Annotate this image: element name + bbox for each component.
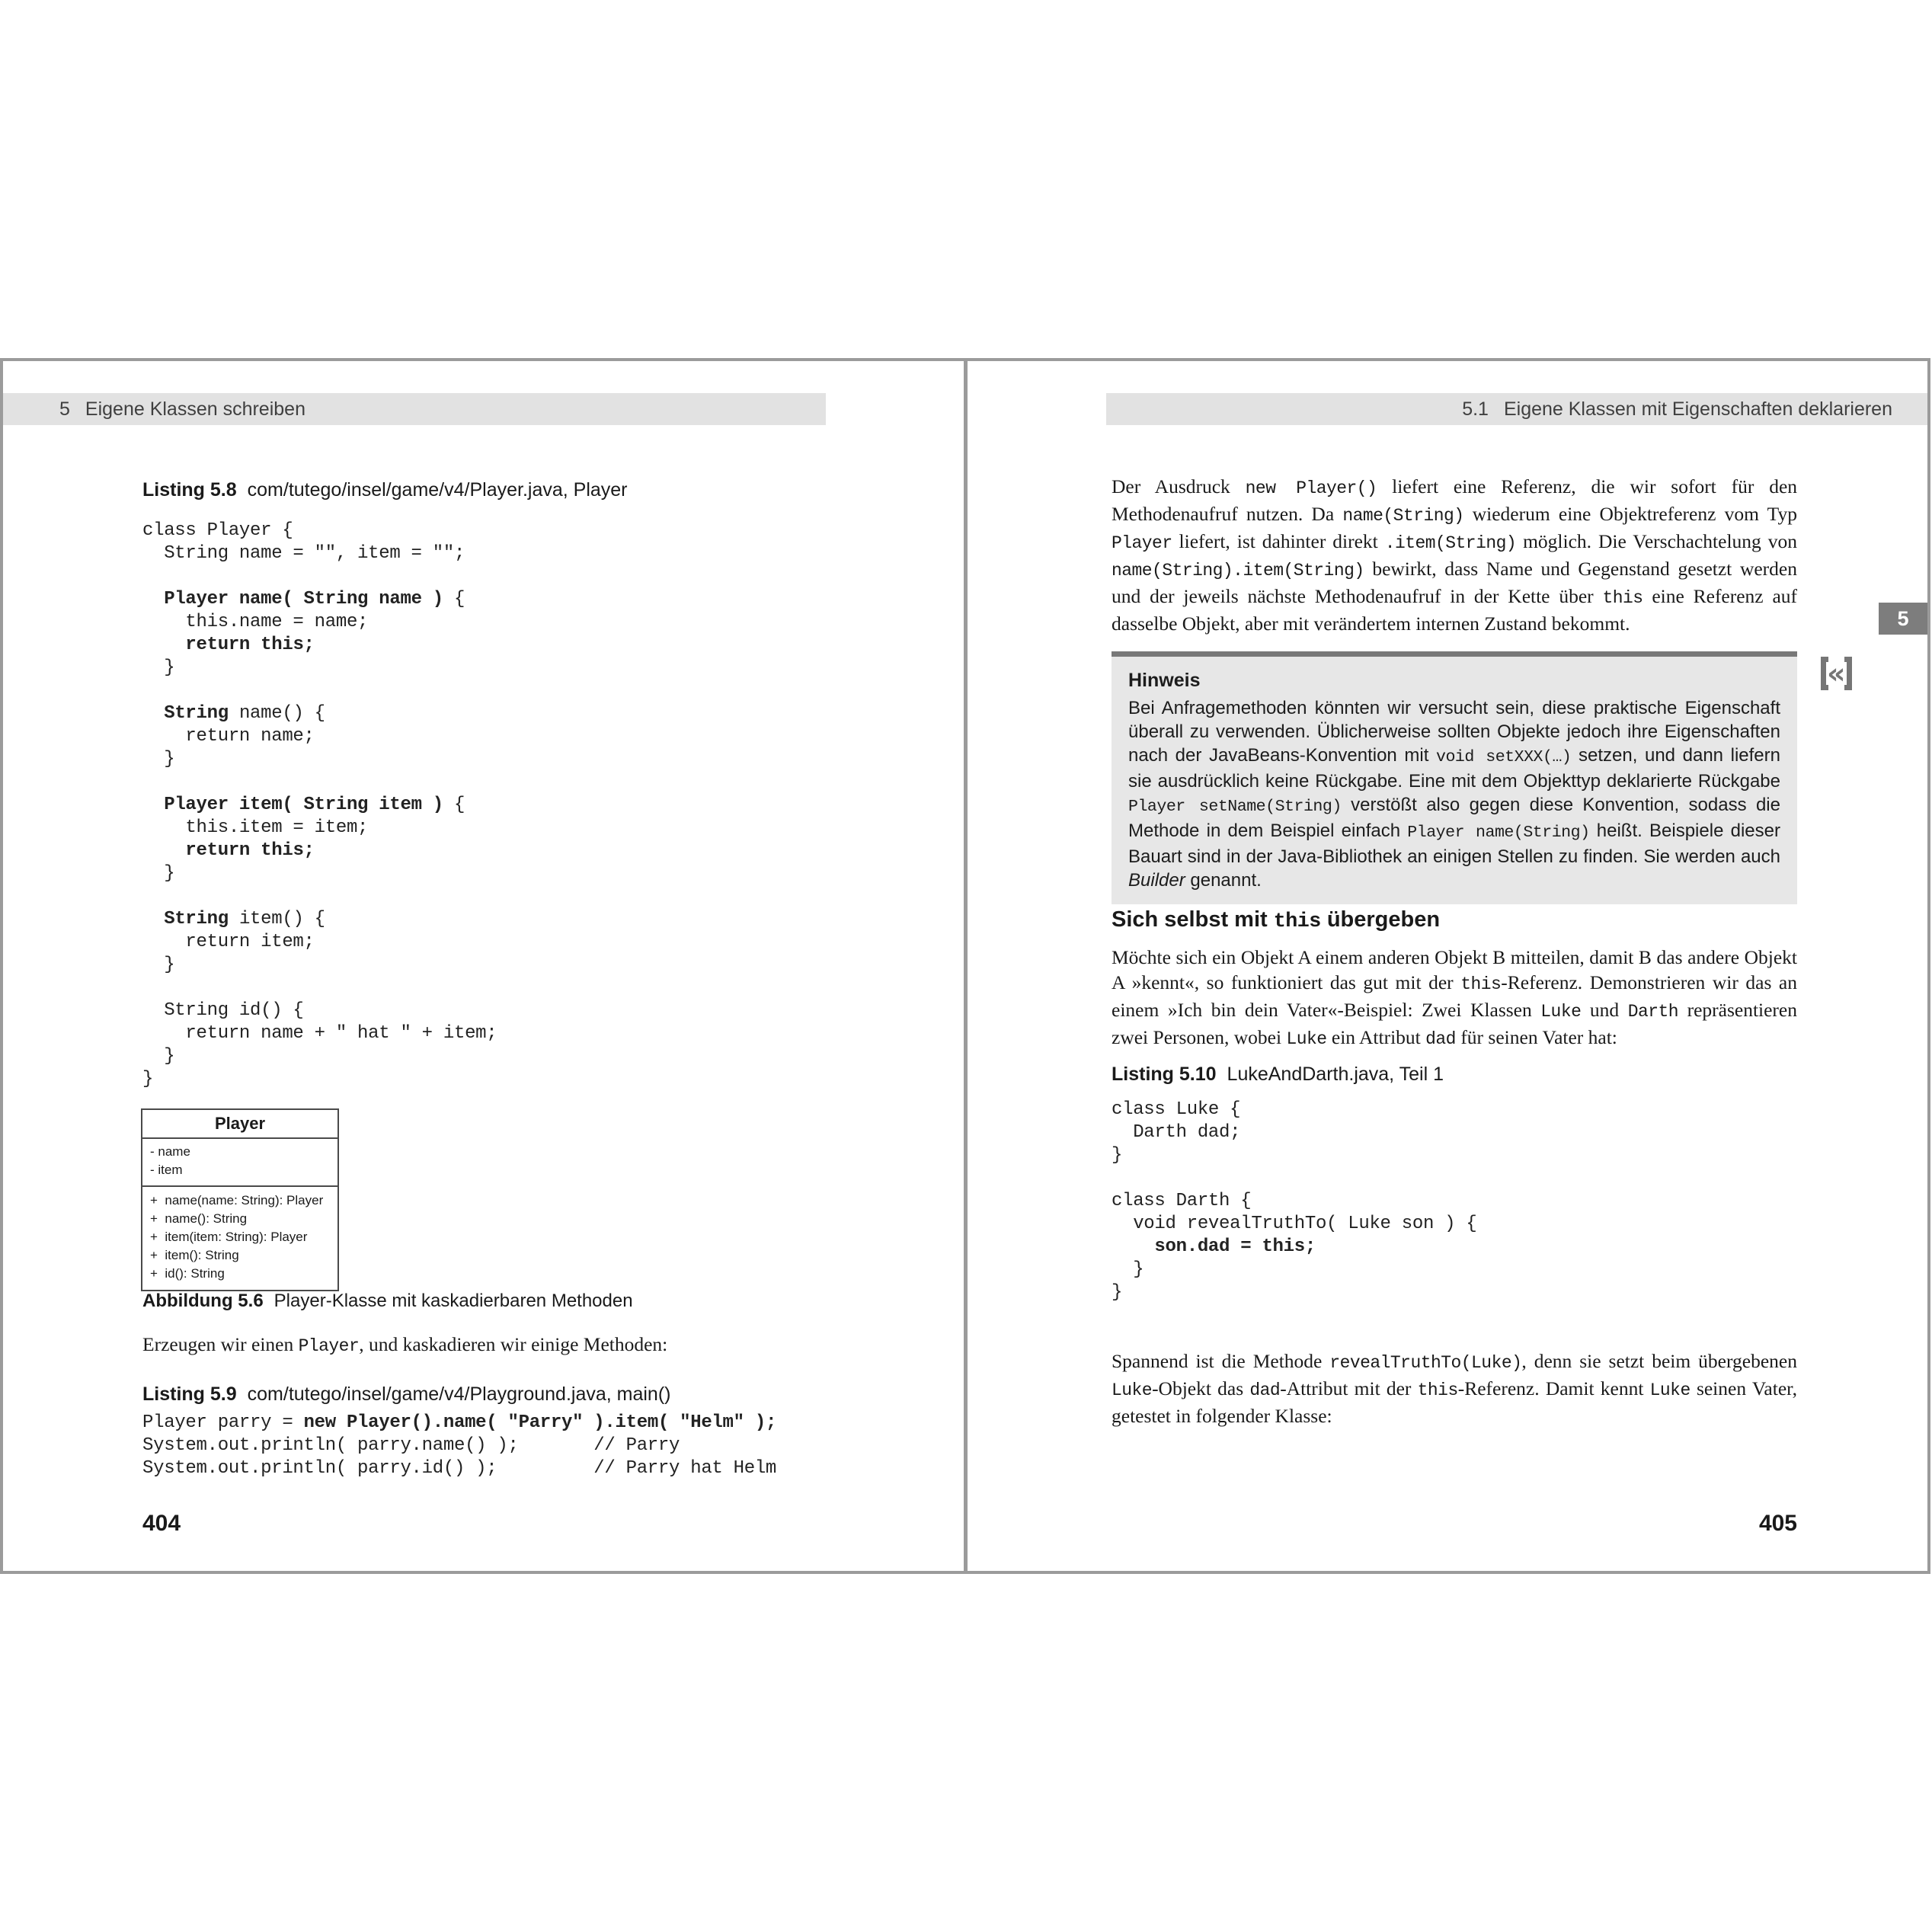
text-segment: liefert, ist dahinter direkt <box>1172 530 1385 552</box>
text-segment: liefert eine Referenz, die wir sofort für den Methodenaufruf nutzen. Da <box>1112 475 1798 525</box>
code-line <box>142 1457 776 1480</box>
text-segment: System.out.println( parry.id() ); // Parry hat Helm <box>142 1458 777 1479</box>
section-heading <box>1112 906 1440 936</box>
code-line <box>142 794 497 817</box>
left-chapter-title: Eigene Klassen schreiben <box>85 398 305 420</box>
text-segment: Spannend ist die Methode <box>1112 1350 1330 1372</box>
code-line <box>1112 1236 1476 1259</box>
hinweis-note-box <box>1112 651 1797 904</box>
text-segment: this <box>1602 588 1643 608</box>
right-section-title: Eigene Klassen mit Eigenschaften deklarieren <box>1503 398 1892 420</box>
code-line <box>142 680 497 702</box>
right-running-head <box>1106 393 1927 425</box>
text-segment: String <box>164 909 229 929</box>
code-line <box>1112 1259 1476 1281</box>
text-segment: revealTruthTo(Luke) <box>1329 1353 1522 1373</box>
text-segment: setzen, und dann liefern sie ausdrücklich keine Rückgabe. Eine mit dem Objekttyp deklarierte Rückgabe <box>1128 745 1780 792</box>
left-running-head <box>3 393 826 425</box>
text-segment: -Referenz. Damit kennt <box>1457 1377 1650 1399</box>
code-line <box>1112 1213 1476 1236</box>
list-item: + item(): String <box>150 1248 239 1262</box>
paragraph-reveal-truth <box>1112 1348 1797 1428</box>
right-page-number: 405 <box>1758 1511 1797 1536</box>
chapter-thumb-tab: 5 <box>1879 603 1927 635</box>
text-segment: Player setName(String) <box>1128 798 1342 816</box>
text-segment: } <box>142 1046 175 1067</box>
text-segment: ein Attribut <box>1326 1026 1426 1048</box>
text-segment: class Player { <box>142 520 293 541</box>
code-line <box>142 862 497 885</box>
text-segment: class Darth { <box>1112 1191 1252 1211</box>
text-segment: -Attribut mit der <box>1280 1377 1418 1399</box>
text-segment: Player <box>1112 533 1172 553</box>
text-segment: item() { <box>228 909 325 929</box>
listing-5-10-caption <box>1112 1063 1444 1086</box>
list-item: + name(): String <box>150 1211 248 1226</box>
text-segment: repräsentieren zwei Personen, wobei <box>1112 999 1797 1048</box>
listing-5-10-path: LukeAndDarth.java, Teil 1 <box>1227 1064 1444 1085</box>
list-item: - item <box>150 1163 183 1177</box>
code-listing-playground-main <box>142 1412 776 1480</box>
text-segment: } <box>142 863 175 884</box>
text-segment: this <box>1460 974 1502 994</box>
text-segment: Player name(String) <box>1407 824 1590 842</box>
text-segment: class Luke { <box>1112 1099 1241 1120</box>
code-line <box>1112 1190 1476 1213</box>
left-paragraph <box>142 1332 828 1359</box>
text-segment: .item(String) <box>1384 533 1517 553</box>
text-segment: this.item = item; <box>142 817 369 838</box>
text-segment: dad <box>1249 1380 1281 1400</box>
listing-5-8-label: Listing 5.8 <box>142 479 237 501</box>
list-item: + id(): String <box>150 1266 225 1281</box>
text-segment <box>142 795 164 815</box>
text-segment: this.name = name; <box>142 612 369 632</box>
text-segment: new Player().name( "Parry" ).item( "Helm" ); <box>303 1412 777 1433</box>
text-segment: } <box>142 657 175 678</box>
code-line <box>142 1022 497 1045</box>
text-segment: -Objekt das <box>1152 1377 1250 1399</box>
code-line <box>142 931 497 954</box>
text-segment: String name = "", item = ""; <box>142 543 465 564</box>
text-segment: dad <box>1425 1029 1456 1049</box>
text-segment: Luke <box>1540 1002 1582 1022</box>
text-segment: void revealTruthTo( Luke son ) { <box>1112 1214 1477 1234</box>
text-segment: Player parry = <box>142 1412 304 1433</box>
code-line <box>142 611 497 634</box>
code-line <box>142 1435 776 1457</box>
figure-caption <box>142 1290 633 1313</box>
text-segment <box>142 840 185 861</box>
uml-class-diagram <box>141 1108 339 1291</box>
code-line <box>142 1412 776 1435</box>
text-segment: Luke <box>1112 1380 1153 1400</box>
text-segment: Möchte sich ein Objekt A einem anderen Objekt B mitteilen, damit B das andere Objekt A »kennt«, so funktioniert das gut mit der <box>1112 946 1797 993</box>
text-segment: new Player() <box>1245 478 1377 498</box>
text-segment: } <box>142 749 175 769</box>
text-segment: Luke <box>1649 1380 1690 1400</box>
code-line <box>142 634 497 657</box>
code-line <box>142 771 497 794</box>
text-segment <box>142 589 164 609</box>
text-segment: } <box>142 955 175 975</box>
listing-5-8-caption <box>142 478 628 501</box>
text-segment: Luke <box>1286 1029 1327 1049</box>
code-line <box>142 840 497 862</box>
text-segment: String <box>164 703 229 724</box>
text-segment: name(String).item(String) <box>1112 561 1364 581</box>
text-segment: genannt. <box>1185 870 1262 891</box>
text-segment: und <box>1581 999 1628 1021</box>
code-line <box>142 908 497 931</box>
listing-5-9-path: com/tutego/insel/game/v4/Playground.java, main() <box>247 1383 671 1405</box>
text-segment: wiederum eine Objektreferenz vom Typ <box>1463 503 1797 525</box>
text-segment: seinen Vater, getestet in folgender Klasse: <box>1112 1377 1797 1427</box>
code-line <box>1112 1144 1476 1167</box>
text-segment: return name; <box>142 726 315 747</box>
code-line <box>1112 1167 1476 1190</box>
text-segment: Darth dad; <box>1112 1122 1241 1143</box>
text-segment: return this; <box>185 840 315 861</box>
paragraph-luke-darth-intro <box>1112 945 1797 1052</box>
uml-methods-compartment <box>142 1187 337 1290</box>
figure-caption-label: Abbildung 5.6 <box>142 1291 264 1311</box>
text-segment: } <box>142 1069 154 1089</box>
text-segment: name(String) <box>1342 506 1464 526</box>
text-segment: return item; <box>142 932 315 952</box>
code-line <box>142 588 497 611</box>
listing-5-9-label: Listing 5.9 <box>142 1383 237 1405</box>
code-line <box>142 565 497 588</box>
uml-class-name: Player <box>142 1110 337 1139</box>
code-line <box>142 885 497 908</box>
text-segment: bewirkt, dass Name und Gegenstand gesetzt werden und der jeweils nächste Methodenaufruf in der Kette über <box>1112 558 1797 607</box>
text-segment: String id() { <box>142 1000 304 1021</box>
text-segment: heißt. Beispiele dieser Bauart sind in der Java-Bibliothek an einigen Stellen zu finden. Sie werden auch <box>1128 820 1780 867</box>
bracket-right-icon <box>1844 657 1852 690</box>
text-segment: son.dad = this; <box>1154 1236 1316 1257</box>
code-listing-luke-and-darth <box>1112 1099 1476 1304</box>
hinweis-body <box>1128 696 1780 892</box>
text-segment: möglich. Die Verschachtelung von <box>1516 530 1797 552</box>
code-line <box>1112 1281 1476 1304</box>
code-listing-player-class <box>142 520 497 1091</box>
code-line <box>142 817 497 840</box>
uml-fields-compartment <box>142 1139 337 1187</box>
text-segment: -Referenz. Demonstrieren wir das an einem »Ich bin dein Vater«-Beispiel: Zwei Klassen <box>1112 971 1797 1021</box>
list-item: + item(item: String): Player <box>150 1230 308 1244</box>
listing-5-9-caption <box>142 1383 670 1406</box>
left-chapter-number: 5 <box>59 398 70 420</box>
text-segment: Player item( String item ) <box>164 795 443 815</box>
text-segment: void setXXX(…) <box>1436 748 1572 766</box>
list-item: + name(name: String): Player <box>150 1193 324 1208</box>
text-segment: } <box>1112 1282 1123 1303</box>
text-segment: für seinen Vater hat: <box>1455 1026 1617 1048</box>
text-segment: verstößt also gegen diese Konvention, sodass die Methode in dem Beispiel einfach <box>1128 795 1780 841</box>
text-segment: übergeben <box>1320 907 1441 932</box>
text-segment: } <box>1112 1259 1144 1280</box>
code-line <box>142 977 497 1000</box>
code-line <box>142 520 497 542</box>
code-line <box>142 657 497 680</box>
text-segment: Builder <box>1128 870 1185 891</box>
text-segment: return name + " hat " + item; <box>142 1023 497 1044</box>
left-page-number: 404 <box>142 1511 181 1536</box>
text-segment: return this; <box>185 635 315 655</box>
text-segment <box>142 635 185 655</box>
text-segment: Erzeugen wir einen <box>142 1333 299 1355</box>
text-segment: , und kaskadieren wir einige Methoden: <box>359 1333 668 1355</box>
text-segment: { <box>443 589 465 609</box>
text-segment: Darth <box>1627 1002 1679 1022</box>
text-segment: this <box>1273 910 1321 933</box>
text-segment <box>142 909 164 929</box>
text-segment: , denn sie setzt beim übergebenen <box>1521 1350 1797 1372</box>
intro-paragraph <box>1112 474 1797 636</box>
page-divider <box>964 361 968 1571</box>
text-segment: Bei Anfragemethoden könnten wir versucht sein, diese praktische Eigenschaft überall zu verwenden. Üblicherweise sollten Objekte jedoch ihre Eigenschaften nach der JavaBeans-Konvention mit <box>1128 698 1780 766</box>
listing-5-10-label: Listing 5.10 <box>1112 1064 1217 1085</box>
text-segment <box>1112 1236 1154 1257</box>
text-segment: name() { <box>228 703 325 724</box>
book-spread <box>0 358 1930 1574</box>
text-segment: System.out.println( parry.name() ); // Parry <box>142 1435 680 1456</box>
list-item: - name <box>150 1144 190 1159</box>
listing-5-8-path: com/tutego/insel/game/v4/Player.java, Player <box>247 479 628 501</box>
code-line <box>142 954 497 977</box>
text-segment: Sich selbst mit <box>1112 907 1274 932</box>
figure-caption-text: Player-Klasse mit kaskadierbaren Methoden <box>273 1291 633 1311</box>
hinweis-title: Hinweis <box>1128 670 1201 691</box>
code-line <box>1112 1121 1476 1144</box>
code-line <box>142 1068 497 1091</box>
text-segment: { <box>443 795 465 815</box>
text-segment: } <box>1112 1145 1123 1166</box>
right-section-number: 5.1 <box>1462 398 1489 420</box>
text-segment: Player name( String name ) <box>164 589 443 609</box>
code-line <box>142 1045 497 1068</box>
code-line <box>1112 1099 1476 1121</box>
code-line <box>142 702 497 725</box>
text-segment: this <box>1417 1380 1458 1400</box>
code-line <box>142 748 497 771</box>
text-segment: Der Ausdruck <box>1112 475 1246 497</box>
code-line <box>142 542 497 565</box>
text-segment <box>142 703 164 724</box>
code-line <box>142 1000 497 1022</box>
guillemet-icon: « <box>1827 657 1846 690</box>
back-reference-icon <box>1821 657 1852 690</box>
text-segment: eine Referenz auf dasselbe Objekt, aber mit verändertem internen Zustand bekommt. <box>1112 585 1798 635</box>
code-line <box>142 725 497 748</box>
text-segment: Player <box>298 1336 360 1356</box>
